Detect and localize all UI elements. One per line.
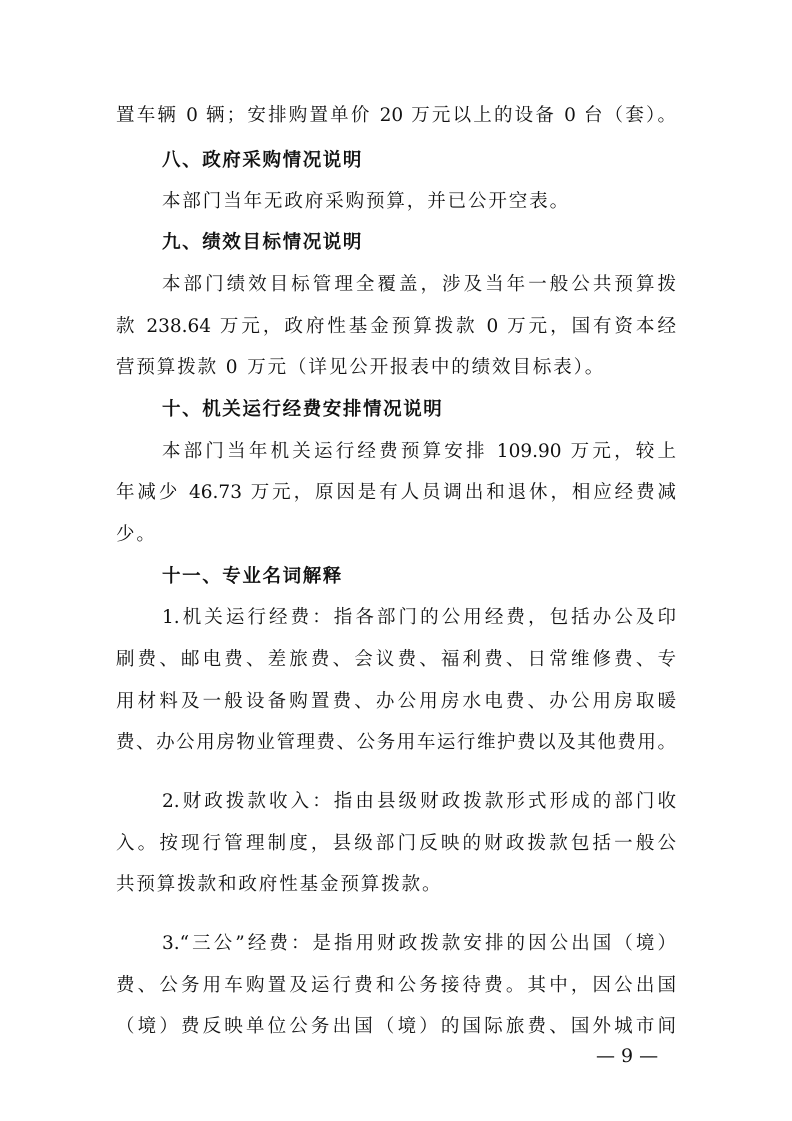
body-line: 少。 <box>116 524 157 545</box>
body-line: 共预算拨款和政府性基金预算拨款。 <box>116 874 443 895</box>
page-number: — 9 — <box>596 1045 659 1067</box>
body-line: 1.机关运行经费：指各部门的公用经费，包括办公及印 <box>162 607 676 628</box>
body-line: 置车辆 0 辆；安排购置单价 20 万元以上的设备 0 台（套）。 <box>116 105 676 126</box>
body-line: 款 238.64 万元，政府性基金预算拨款 0 万元，国有资本经 <box>116 316 676 337</box>
body-line: 营预算拨款 0 万元（详见公开报表中的绩效目标表）。 <box>116 357 606 378</box>
body-line: 入。按现行管理制度，县级部门反映的财政拨款包括一般公 <box>116 833 676 854</box>
section-heading-10: 十、机关运行经费安排情况说明 <box>162 399 444 420</box>
body-line: 本部门当年机关运行经费预算安排 109.90 万元，较上 <box>162 441 676 462</box>
body-line: 年减少 46.73 万元，原因是有人员调出和退休，相应经费减 <box>116 482 676 503</box>
body-line: 费、公务用车购置及运行费和公务接待费。其中，因公出国 <box>116 975 676 996</box>
body-line: 刷费、邮电费、差旅费、会议费、福利费、日常维修费、专 <box>116 649 676 670</box>
body-line: 费、办公用房物业管理费、公务用车运行维护费以及其他费用。 <box>116 732 676 753</box>
section-heading-9: 九、绩效目标情况说明 <box>162 232 364 253</box>
body-line: 用材料及一般设备购置费、办公用房水电费、办公用房取暖 <box>116 691 676 712</box>
body-line: 本部门绩效目标管理全覆盖，涉及当年一般公共预算拨 <box>162 274 676 295</box>
section-heading-8: 八、政府采购情况说明 <box>162 150 364 171</box>
body-line: 本部门当年无政府采购预算，并已公开空表。 <box>162 191 571 212</box>
body-line: 2.财政拨款收入：指由县级财政拨款形式形成的部门收 <box>162 791 676 812</box>
body-line: （境）费反映单位公务出国（境）的国际旅费、国外城市间 <box>116 1016 676 1037</box>
section-heading-11: 十一、专业名词解释 <box>162 566 343 587</box>
body-line: 3.“三公”经费：是指用财政拨款安排的因公出国（境） <box>162 933 676 954</box>
